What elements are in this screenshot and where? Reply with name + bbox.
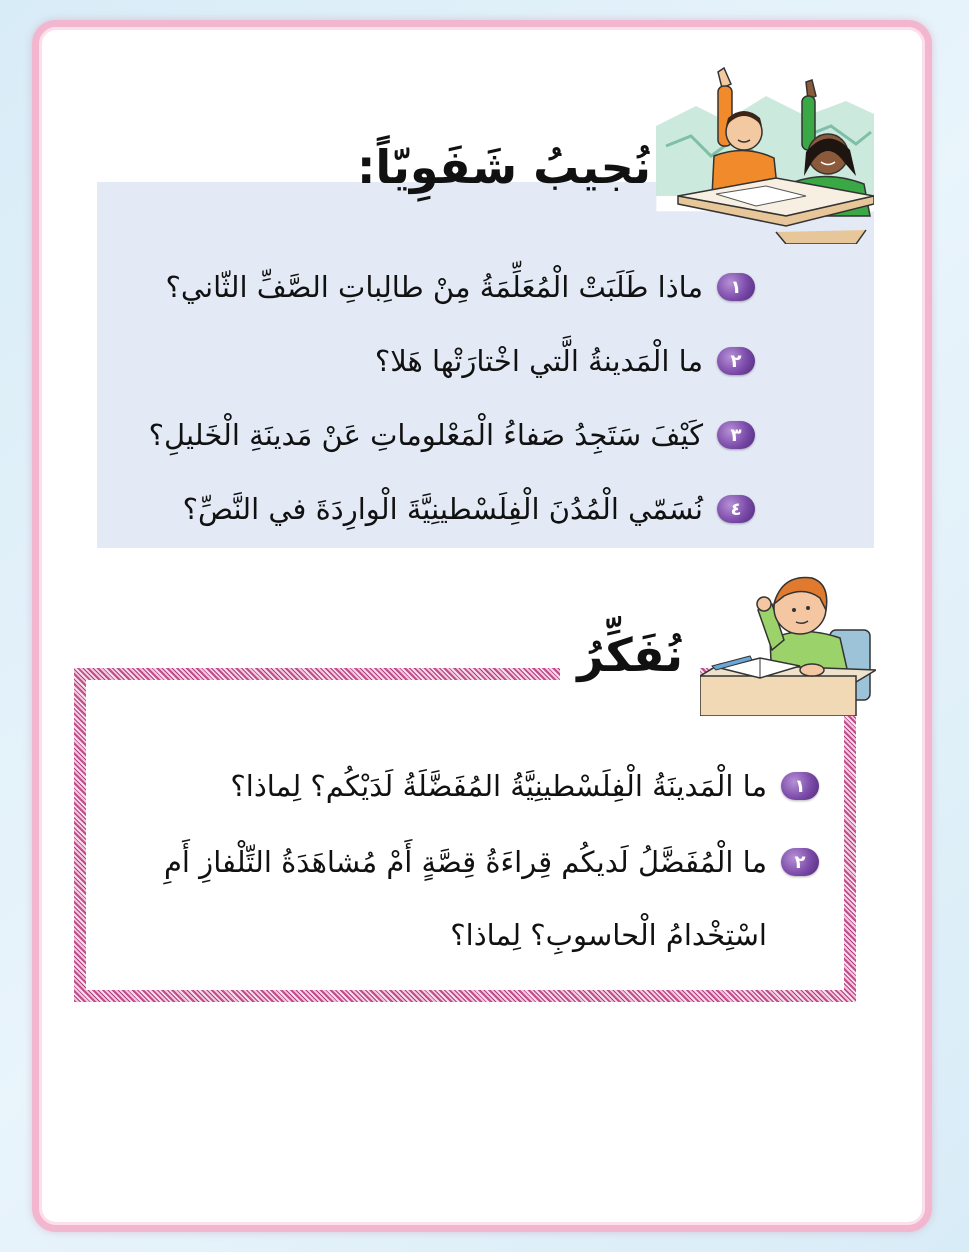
question-text: ماذا طَلَبَتْ الْمُعَلِّمَةُ مِنْ طالِباتِ الصَّفِّ الثّاني؟ — [165, 270, 703, 304]
oral-question-1 — [135, 250, 755, 324]
question-text: ما الْمَدينةُ الَّتي اخْتارَتْها هَلا؟ — [374, 344, 703, 378]
number-badge: ٣ — [717, 421, 755, 449]
number-badge: ٤ — [717, 495, 755, 523]
think-question-2 — [163, 824, 819, 900]
oral-question-4 — [135, 472, 755, 546]
think-question-list — [163, 748, 819, 970]
question-text-continuation: اسْتِخْدامُ الْحاسوبِ؟ لِماذا؟ — [450, 918, 767, 952]
question-text: كَيْفَ سَتَجِدُ صَفاءُ الْمَعْلوماتِ عَنْ مَدينَةِ الْخَليلِ؟ — [148, 418, 703, 452]
think-section-heading: نُفَكِّرُ — [577, 628, 683, 682]
number-badge: ١ — [717, 273, 755, 301]
number-badge: ١ — [781, 772, 819, 800]
boy-thinking-icon — [700, 570, 876, 716]
question-text: ما الْمُفَضَّلُ لَديكُم قِراءَةُ قِصَّةٍ أَمْ مُشاهَدَةُ التِّلْفازِ أَمِ — [163, 845, 767, 879]
think-question-2-continuation — [179, 900, 819, 970]
oral-question-3 — [135, 398, 755, 472]
oral-question-2 — [135, 324, 755, 398]
number-badge: ٢ — [781, 848, 819, 876]
question-text: ما الْمَدينَةُ الْفِلَسْطينِيَّةُ المُفَضَّلَةُ لَدَيْكُم؟ لِماذا؟ — [230, 769, 767, 803]
students-raising-hands-icon — [656, 66, 874, 244]
question-text: نُسَمّي الْمُدُنَ الْفِلَسْطينِيَّةَ الْوارِدَةَ في النَّصِّ؟ — [182, 492, 703, 526]
oral-section-heading: نُجيبُ شَفَوِيّاً: — [356, 140, 651, 194]
think-question-1 — [179, 748, 819, 824]
oral-question-list — [135, 250, 755, 546]
number-badge: ٢ — [717, 347, 755, 375]
